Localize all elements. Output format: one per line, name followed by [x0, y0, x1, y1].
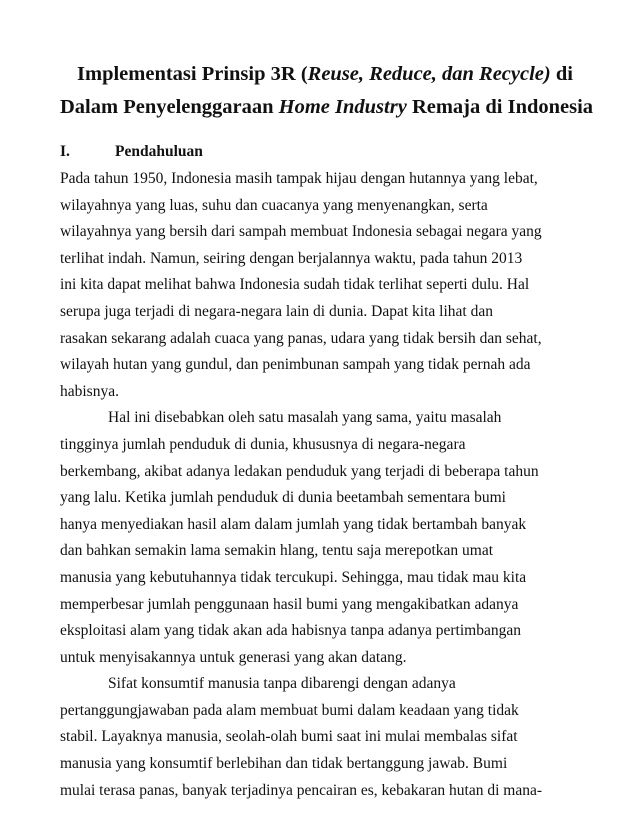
paragraph-line: yang lalu. Ketika jumlah penduduk di dunia beetambah sementara bumi: [60, 489, 506, 507]
paragraph-line: dan bahkan semakin lama semakin hlang, tentu saja merepotkan umat: [60, 542, 494, 560]
title-line-1-italic: Reuse, Reduce, dan Recycle): [307, 63, 551, 85]
paragraph-line: wilayahnya yang luas, suhu dan cuacanya yang menyenangkan, serta: [60, 196, 488, 214]
paragraph-line: terlihat indah. Namun, seiring dengan berjalannya waktu, pada tahun 2013: [60, 249, 523, 267]
paragraph-line: eksploitasi alam yang tidak akan ada habisnya tanpa adanya pertimbangan: [60, 622, 521, 640]
title-line-1-text: Implementasi Prinsip 3R (: [77, 63, 308, 85]
title-line-2-italic: Home Industry: [278, 96, 407, 118]
section-heading: [60, 138, 590, 166]
paragraph-line: tingginya jumlah penduduk di dunia, khususnya di negara-negara: [60, 435, 466, 453]
paragraph-line: pertanggungjawaban pada alam membuat bumi dalam keadaan yang tidak: [60, 701, 519, 719]
paragraph-line: Sifat konsumtif manusia tanpa dibarengi dengan adanya: [108, 675, 456, 693]
paragraph-line: memperbesar jumlah penggunaan hasil bumi yang mengakibatkan adanya: [60, 595, 519, 613]
paragraph-line: wilayah hutan yang gundul, dan penimbunan sampah yang tidak pernah ada: [60, 356, 531, 374]
paragraph-line: hanya menyediakan hasil alam dalam jumlah yang tidak bertambah banyak: [60, 515, 527, 533]
paragraph-3: [60, 671, 590, 804]
title-line-2-text: Dalam Penyelenggaraan: [60, 96, 279, 118]
paragraph-line: Pada tahun 1950, Indonesia masih tampak hijau dengan hutannya yang lebat,: [60, 170, 538, 187]
title-line-2: [60, 91, 594, 124]
paragraph-line: stabil. Layaknya manusia, seolah-olah bumi saat ini mulai membalas sifat: [60, 728, 518, 746]
paragraph-line: habisnya.: [60, 382, 119, 400]
paragraph-line: untuk menyisakannya untuk generasi yang akan datang.: [60, 648, 407, 666]
paragraph-line: manusia yang kebutuhannya tidak tercukupi. Sehingga, mau tidak mau kita: [60, 568, 527, 586]
title-line-2-end: Remaja di Indonesia: [406, 96, 594, 118]
paragraph-line: Hal ini disebabkan oleh satu masalah yang sama, yaitu masalah: [108, 409, 502, 427]
paragraph-line: serupa juga terjadi di negara-negara lain di dunia. Dapat kita lihat dan: [60, 302, 493, 320]
paragraph-line: mulai terasa panas, banyak terjadinya pencairan es, kebakaran hutan di mana-: [60, 781, 543, 799]
paragraph-line: wilayahnya yang bersih dari sampah membuat Indonesia sebagai negara yang: [60, 223, 542, 241]
title-line-1-end: di: [550, 63, 573, 85]
paragraph-line: berkembang, akibat adanya ledakan penduduk yang terjadi di beberapa tahun: [60, 462, 539, 480]
paragraph-line: rasakan sekarang adalah cuaca yang panas, udara yang tidak bersih dan sehat,: [60, 329, 542, 347]
title-line-1: [60, 58, 590, 91]
paragraph-line: manusia yang konsumtif berlebihan dan tidak bertanggung jawab. Bumi: [60, 755, 508, 773]
paragraph-1: [60, 166, 590, 405]
document-title: [60, 58, 594, 124]
paragraph-2: [60, 405, 590, 671]
section-number: I.: [60, 143, 70, 160]
paragraph-line: ini kita dapat melihat bahwa Indonesia sudah tidak terlihat seperti dulu. Hal: [60, 276, 530, 294]
section-title: Pendahuluan: [115, 143, 203, 160]
